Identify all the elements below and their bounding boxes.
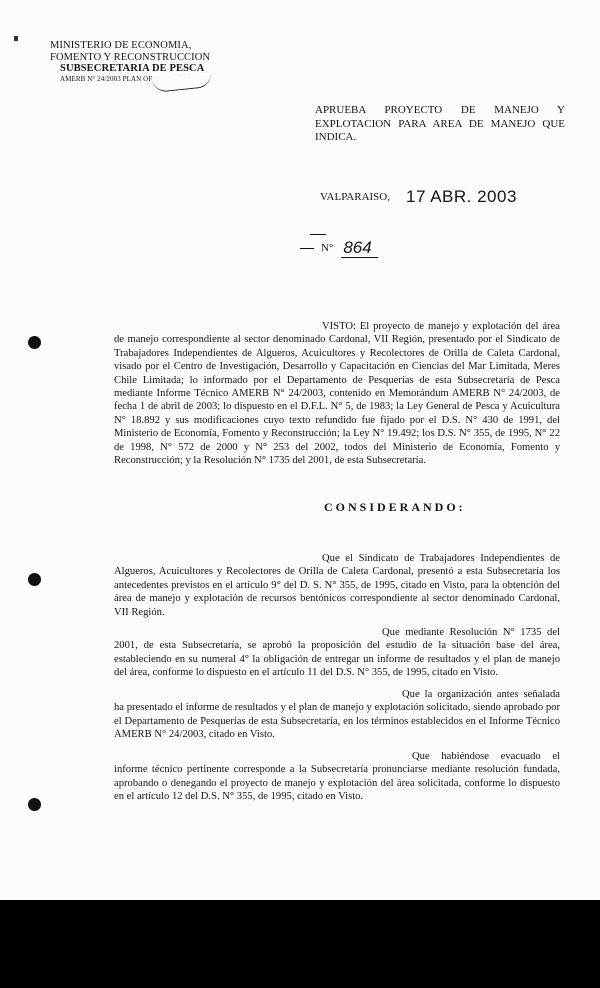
paragraph-text: Que la organización antes señalada ha presentado el informe de resultados y el plan de manejo y explotación solicitado, siendo aprobado por el Departamento de Pesquerías de esta Subsecretaría, en los términos establecidos en el Informe Técnico AMERB N° 24/2003, citado en Visto.: [114, 689, 560, 741]
considerando-paragraph-1: [114, 552, 560, 619]
considerando-paragraph-3: [114, 688, 560, 742]
binder-hole-1: [28, 336, 41, 349]
letterhead-ministry-2: FOMENTO Y RECONSTRUCCION: [50, 51, 211, 63]
number-label: N°: [321, 242, 334, 254]
scan-mark: [14, 36, 18, 41]
considerando-heading: CONSIDERANDO:: [324, 500, 466, 514]
paragraph-text: Que habiéndose evacuado el informe técnico pertinente corresponde a la Subsecretaría pronunciarse mediante resolución fundada, aprobando o denegando el proyecto de manejo y explotación del área solicitada, conforme lo dispuesto en el artículo 12 del D.S. N° 355, de 1995, citado en Visto.: [114, 751, 560, 803]
letterhead-subsecretaria: SUBSECRETARIA DE PESCA: [60, 63, 205, 74]
binder-hole-2: [28, 573, 41, 586]
considerando-paragraph-4: [114, 750, 560, 804]
resolution-number: [300, 238, 378, 258]
binder-hole-3: [28, 798, 41, 811]
considerando-paragraph-2: [114, 626, 560, 680]
paragraph-text: Que el Sindicato de Trabajadores Independientes de Algueros, Acuicultores y Recolectores de Orilla de Caleta Cardonal, presentó a esta Subsecretaría los antecedentes previstos en el artículo 9° del D. S. N° 355, de 1995, citado en Visto, para la obtención del área de manejo y explotación de recursos bentónicos correspondiente al sector denominado Cardonal, VII Región.: [114, 553, 560, 618]
visto-text: VISTO: El proyecto de manejo y explotación del área de manejo correspondiente al sector denominado Cardonal, VII Región, presentado por el Sindicato de Trabajadores Independientes de Algueros, Acuicultores y Recolectores de Orilla de Caleta Cardonal, visado por el Centro de Investigación, Desarrollo y Capacitación en Ciencias del Mar Limitada, Meres Chile Limitada; lo informado por el Departamento de Pesquerías de esta Subsecretaría de Pesca mediante Informe Técnico AMERB N° 24/2003, contenido en Memorándum AMERB N° 24/2003, de fecha 1 de abril de 2003; lo dispuesto en el D.F.L. N° 5, de 1983; la Ley General de Pesca y Acuicultura N° 18.892 y sus modificaciones cuyo texto refundido fue fijado por el D.S. N° 430 de 1991, del Ministerio de Economía, Fomento y Reconstrucción; la Ley N° 19.492; los D.S. N° 355, de 1995, N° 22 de 1998, N° 572 de 2000 y N° 253 del 2002, todos del Ministerio de Economía, Fomento y Reconstrucción; y la Resolución N° 1735 del 2001, de esta Subsecretaría.: [114, 321, 560, 467]
date-line: [320, 187, 517, 207]
letterhead-reference: AMERB N° 24/2003 PLAN OF: [60, 74, 153, 83]
paragraph-text: Que mediante Resolución N° 1735 del 2001, de esta Subsecretaría, se aprobó la proposición del estudio de la situación base del área, estableciendo en su numeral 4° la obligación de entregar un informe de resultados y el plan de manejo del área, conforme lo dispuesto en el artículo 11 del D.S. N° 355, de 1995, citado en Visto.: [114, 627, 560, 679]
number-value: 864: [341, 238, 377, 258]
number-dash-left: [300, 248, 314, 249]
number-dash: [310, 234, 326, 235]
letterhead-ministry: MINISTERIO DE ECONOMIA,: [50, 40, 192, 51]
date-stamp: 17 ABR. 2003: [406, 187, 517, 206]
date-city: VALPARAISO,: [320, 191, 390, 203]
scan-bottom-border: [0, 900, 600, 988]
resolution-subject: APRUEBA PROYECTO DE MANEJO Y EXPLOTACION PARA AREA DE MANEJO QUE INDICA.: [315, 104, 565, 143]
visto-paragraph: [114, 320, 560, 467]
